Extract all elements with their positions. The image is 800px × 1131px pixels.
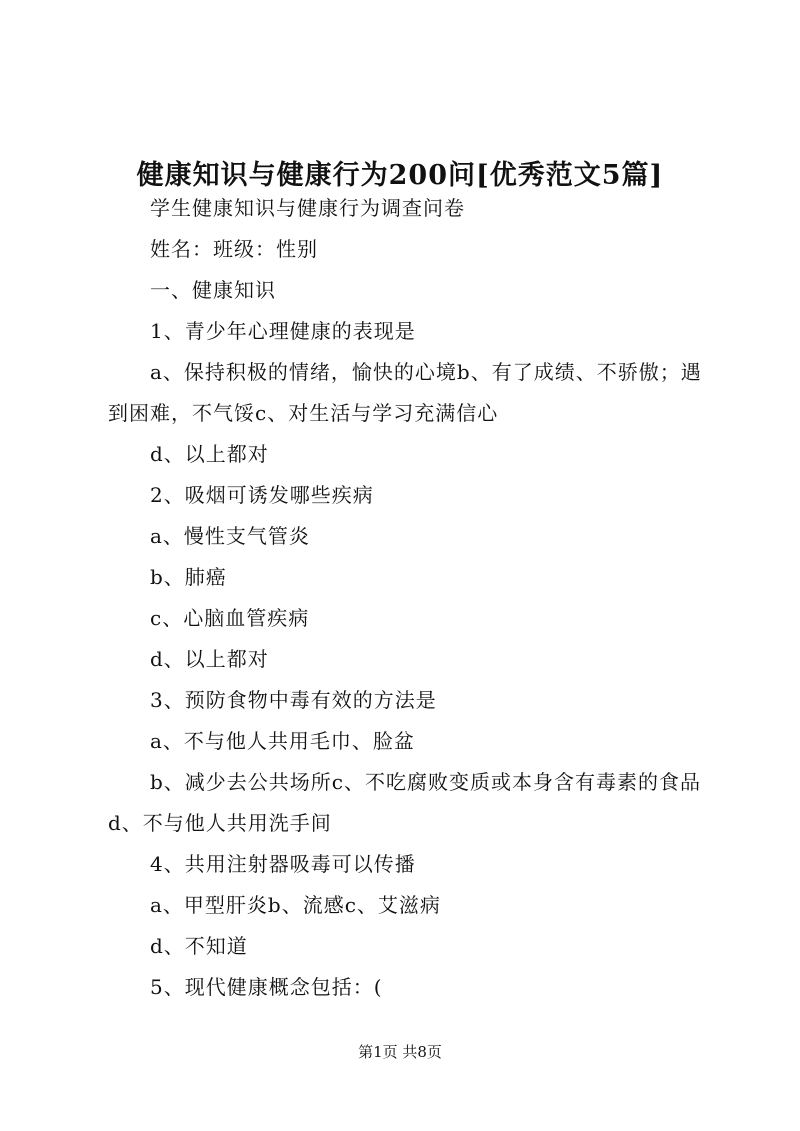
paragraph: 学生健康知识与健康行为调查问卷 bbox=[150, 196, 465, 220]
page-total: 共8页 bbox=[402, 1043, 442, 1061]
paragraph: 2、吸烟可诱发哪些疾病 bbox=[150, 483, 374, 507]
paragraph: 1、青少年心理健康的表现是 bbox=[150, 319, 416, 343]
paragraph: 一、健康知识 bbox=[150, 278, 276, 302]
paragraph: a、甲型肝炎b、流感c、艾滋病 bbox=[150, 893, 441, 917]
paragraph: a、不与他人共用毛巾、脸盆 bbox=[150, 729, 415, 753]
document-title: 健康知识与健康行为200问[优秀范文5篇] bbox=[136, 160, 664, 192]
paragraph: 姓名：班级：性别 bbox=[150, 237, 318, 261]
paragraph: 5、现代健康概念包括：( bbox=[150, 975, 383, 999]
paragraph: c、心脑血管疾病 bbox=[150, 606, 310, 630]
page-number: 第1页 bbox=[358, 1043, 398, 1061]
paragraph: 4、共用注射器吸毒可以传播 bbox=[150, 852, 416, 876]
paragraph: b、肺癌 bbox=[150, 565, 227, 589]
paragraph: d、不知道 bbox=[150, 934, 248, 958]
paragraph: 3、预防食物中毒有效的方法是 bbox=[150, 688, 437, 712]
paragraph: a、慢性支气管炎 bbox=[150, 524, 310, 548]
page-footer bbox=[0, 1040, 800, 1064]
paragraph: a、保持积极的情绪，愉快的心境b、有了成绩、不骄傲；遇到困难，不气馁c、对生活与学习充满信心 bbox=[108, 360, 702, 425]
paragraph: d、以上都对 bbox=[150, 647, 269, 671]
paragraph: b、减少去公共场所c、不吃腐败变质或本身含有毒素的食品d、不与他人共用洗手间 bbox=[108, 770, 702, 835]
paragraph: d、以上都对 bbox=[150, 442, 269, 466]
document-body bbox=[108, 188, 708, 1008]
